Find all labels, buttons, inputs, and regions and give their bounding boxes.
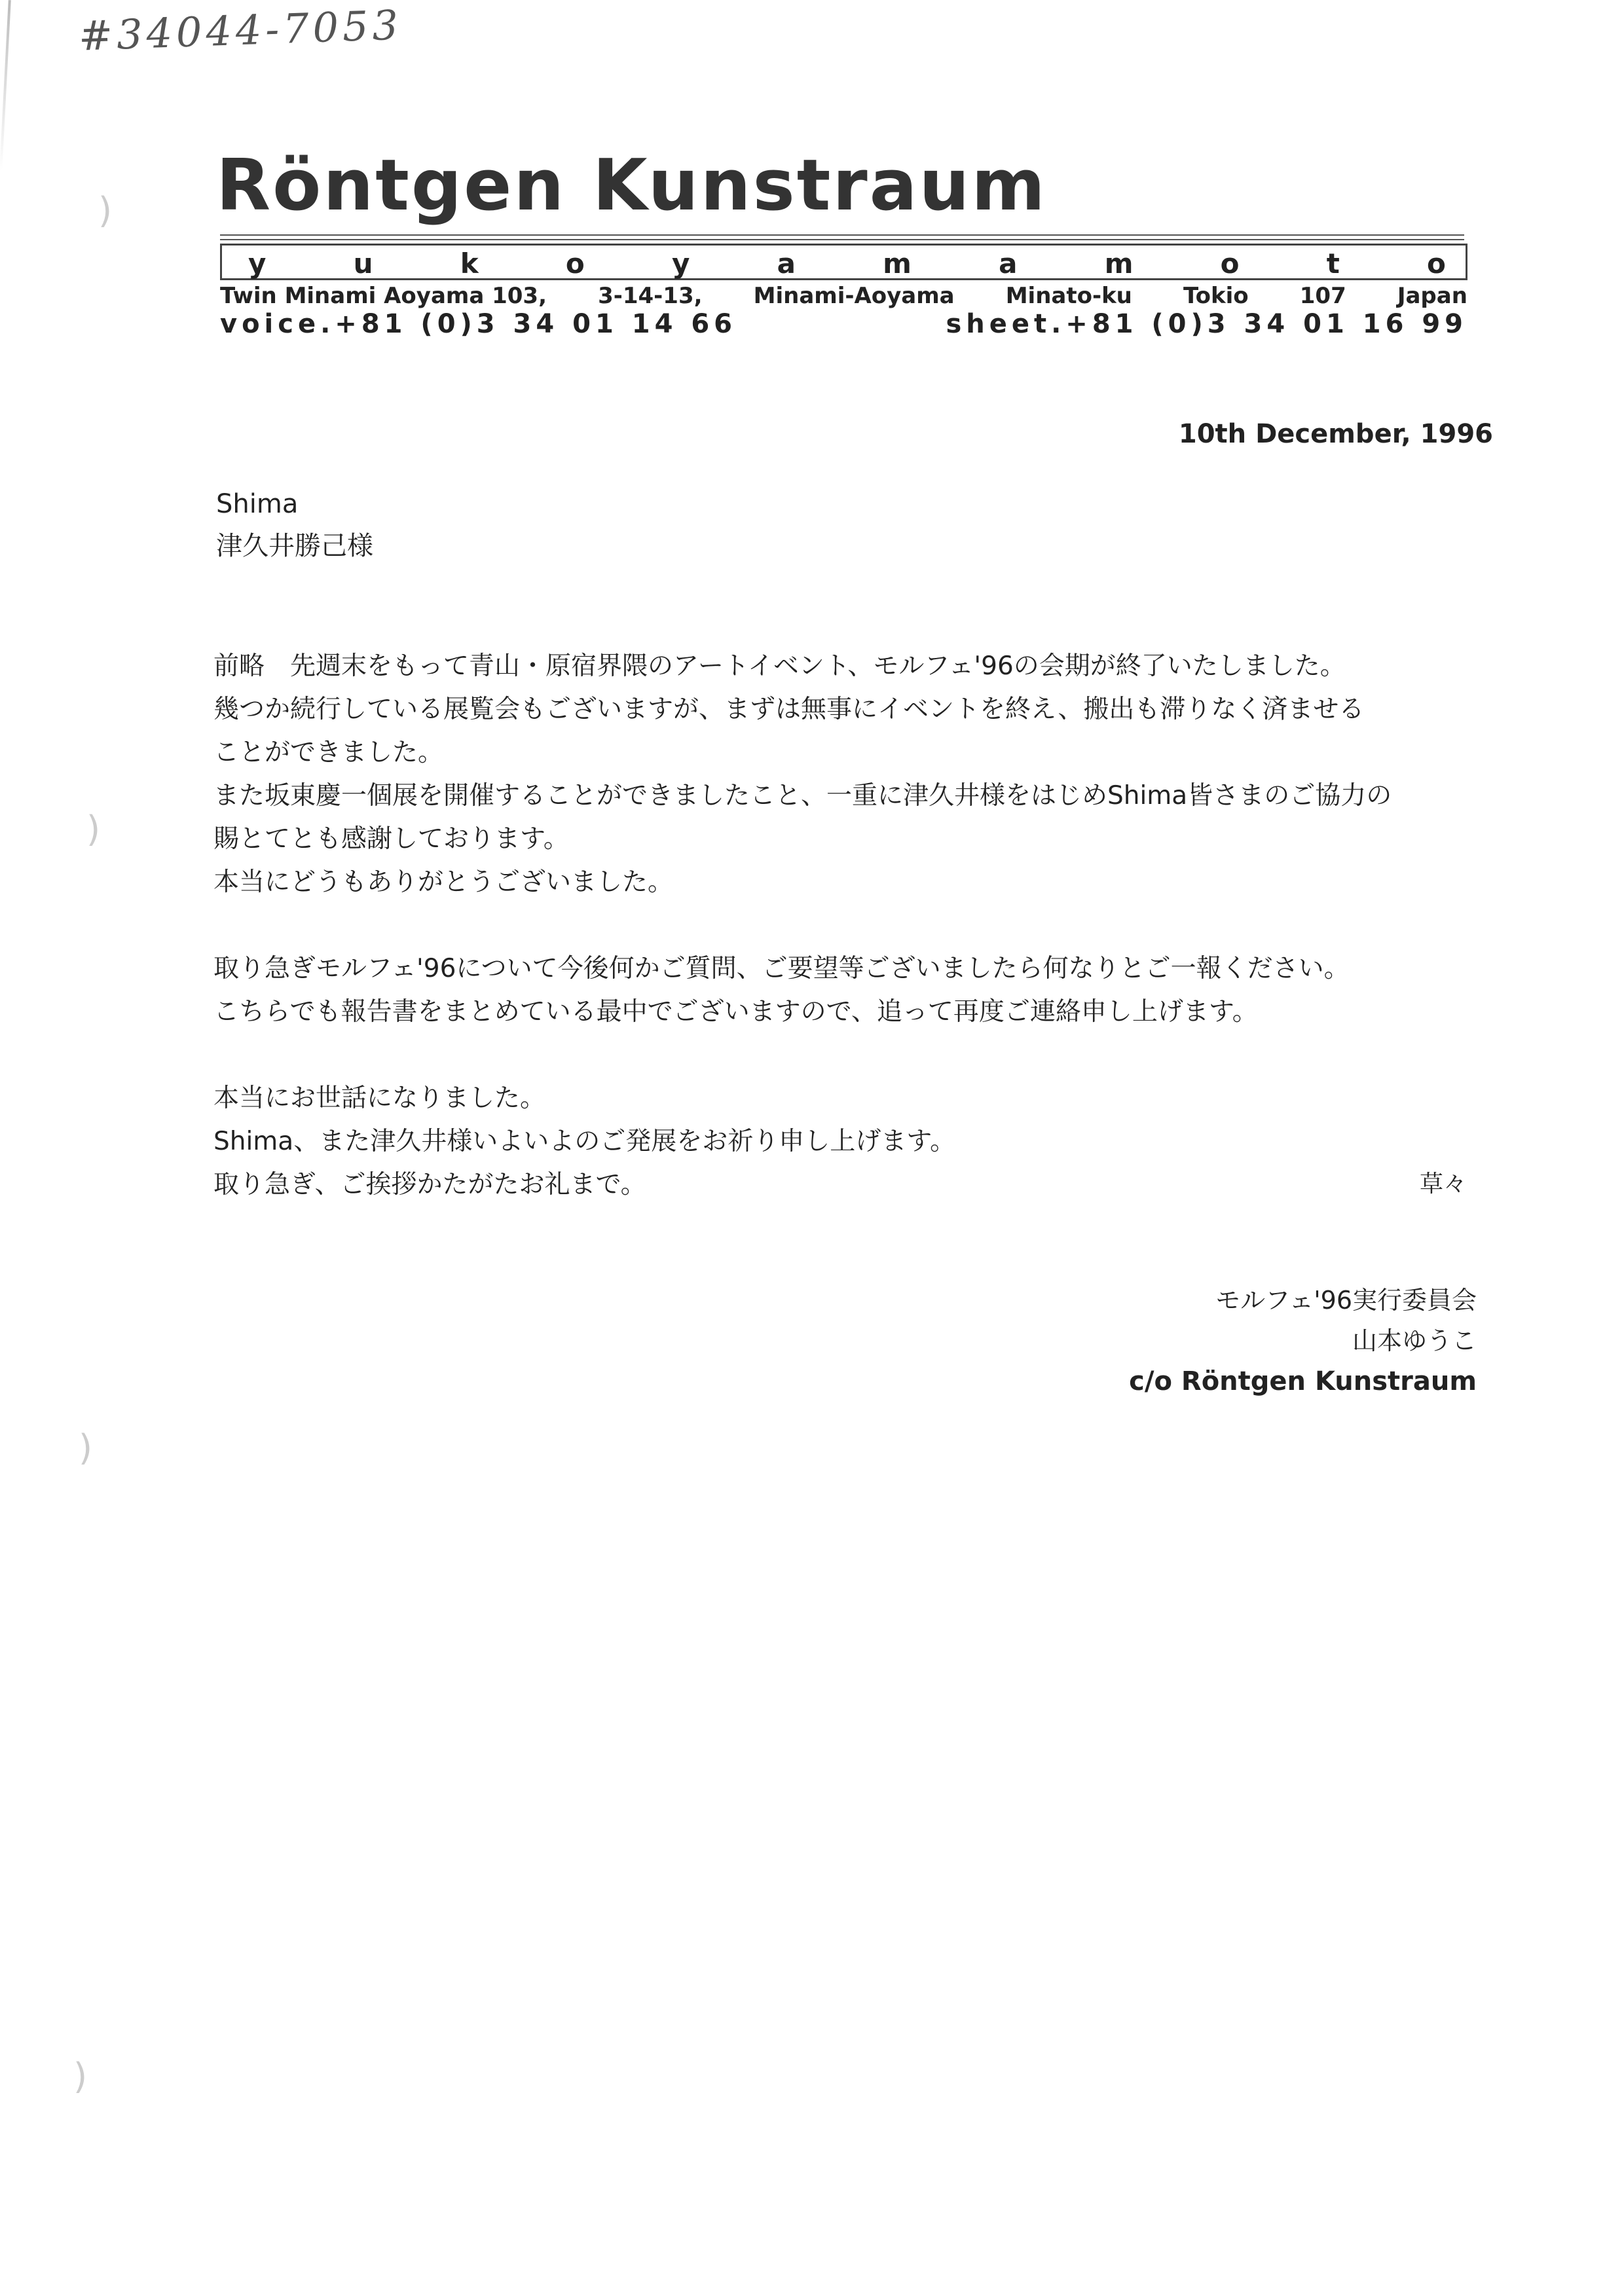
address-building: Twin Minami Aoyama 103,: [220, 283, 547, 309]
name-letter: y: [671, 247, 690, 280]
recipient-company: Shima: [216, 489, 299, 519]
signature-block: [1129, 1280, 1477, 1402]
body-line: 前略 先週末をもって青山・原宿界隈のアートイベント、モルフェ'96の会期が終了いたしました。: [213, 651, 1346, 681]
address-ward: Minato-ku: [1005, 283, 1132, 309]
closing-salutation: 草々: [1419, 1171, 1467, 1197]
body-line: 賜とてとも感謝しております。: [213, 824, 569, 854]
scan-artifact-mark: ): [73, 2056, 88, 2097]
letter-date: 10th December, 1996: [1178, 419, 1493, 449]
body-paragraph: [213, 645, 1497, 904]
name-letter: o: [565, 247, 585, 280]
scan-artifact-mark: ): [98, 190, 113, 231]
body-line: Shima、また津久井様いよいよのご発展をお祈り申し上げます。: [213, 1127, 956, 1156]
body-line: ことができました。: [213, 738, 444, 767]
body-paragraph: [213, 947, 1497, 1034]
name-letter: k: [460, 247, 479, 280]
recipient-person: 津久井勝己様: [216, 531, 373, 561]
body-line: 取り急ぎ、ご挨拶かたがたお礼まで。: [213, 1170, 646, 1199]
body-paragraph: [213, 1077, 1497, 1207]
name-letter: t: [1326, 247, 1340, 280]
signature-committee: モルフェ'96実行委員会: [1215, 1286, 1477, 1315]
scan-artifact-mark: ): [79, 1427, 93, 1468]
spaced-name-letters: [248, 247, 1446, 281]
address-country: Japan: [1397, 283, 1467, 309]
address-district: Minami-Aoyama: [753, 283, 955, 309]
name-letter: a: [777, 247, 796, 280]
name-letter: m: [883, 247, 912, 280]
letterhead-rule: [220, 234, 1464, 236]
name-letter: m: [1104, 247, 1134, 280]
signature-name: 山本ゆうこ: [1352, 1326, 1477, 1355]
address-city: Tokio: [1183, 283, 1249, 309]
body-line: こちらでも報告書をまとめている最中でございますので、追って再度ご連絡申し上げます。: [213, 997, 1258, 1027]
fax-number: sheet.+81 (0)3 34 01 16 99: [946, 309, 1467, 339]
name-letter: y: [248, 247, 267, 280]
address-postcode: 107: [1299, 283, 1346, 309]
handwritten-reference-number: #34044-7053: [77, 1, 403, 60]
letterhead-contact: [220, 309, 1467, 339]
body-line: 幾つか続行している展覧会もございますが、まずは無事にイベントを終え、搬出も滞りなく済ませる: [213, 695, 1365, 724]
letter-body: [213, 645, 1497, 1250]
body-line: 本当にお世話になりました。: [213, 1084, 546, 1113]
address-number: 3-14-13,: [598, 283, 703, 309]
letterhead-address: [220, 283, 1467, 309]
scan-artifact-mark: ): [86, 809, 101, 850]
name-letter: u: [353, 247, 373, 280]
letterhead-rule: [220, 239, 1464, 240]
body-line: 取り急ぎモルフェ'96について今後何かご質問、ご要望等ございましたら何なりとご一報ください。: [213, 954, 1350, 983]
name-letter: o: [1220, 247, 1240, 280]
spaced-name-box: [220, 244, 1467, 280]
brand-name: Röntgen Kunstraum: [216, 145, 1047, 227]
name-letter: a: [999, 247, 1018, 280]
body-line: また坂東慶一個展を開催することができましたこと、一重に津久井様をはじめShima皆さまのご協力の: [213, 781, 1392, 811]
name-letter: o: [1427, 247, 1446, 280]
letterhead: [216, 145, 1480, 360]
signature-company: c/o Röntgen Kunstraum: [1129, 1366, 1477, 1396]
recipient-block: [216, 483, 373, 567]
scan-edge-shadow: [0, 0, 11, 170]
body-line: 本当にどうもありがとうございました。: [213, 867, 674, 897]
voice-number: voice.+81 (0)3 34 01 14 66: [220, 309, 737, 339]
